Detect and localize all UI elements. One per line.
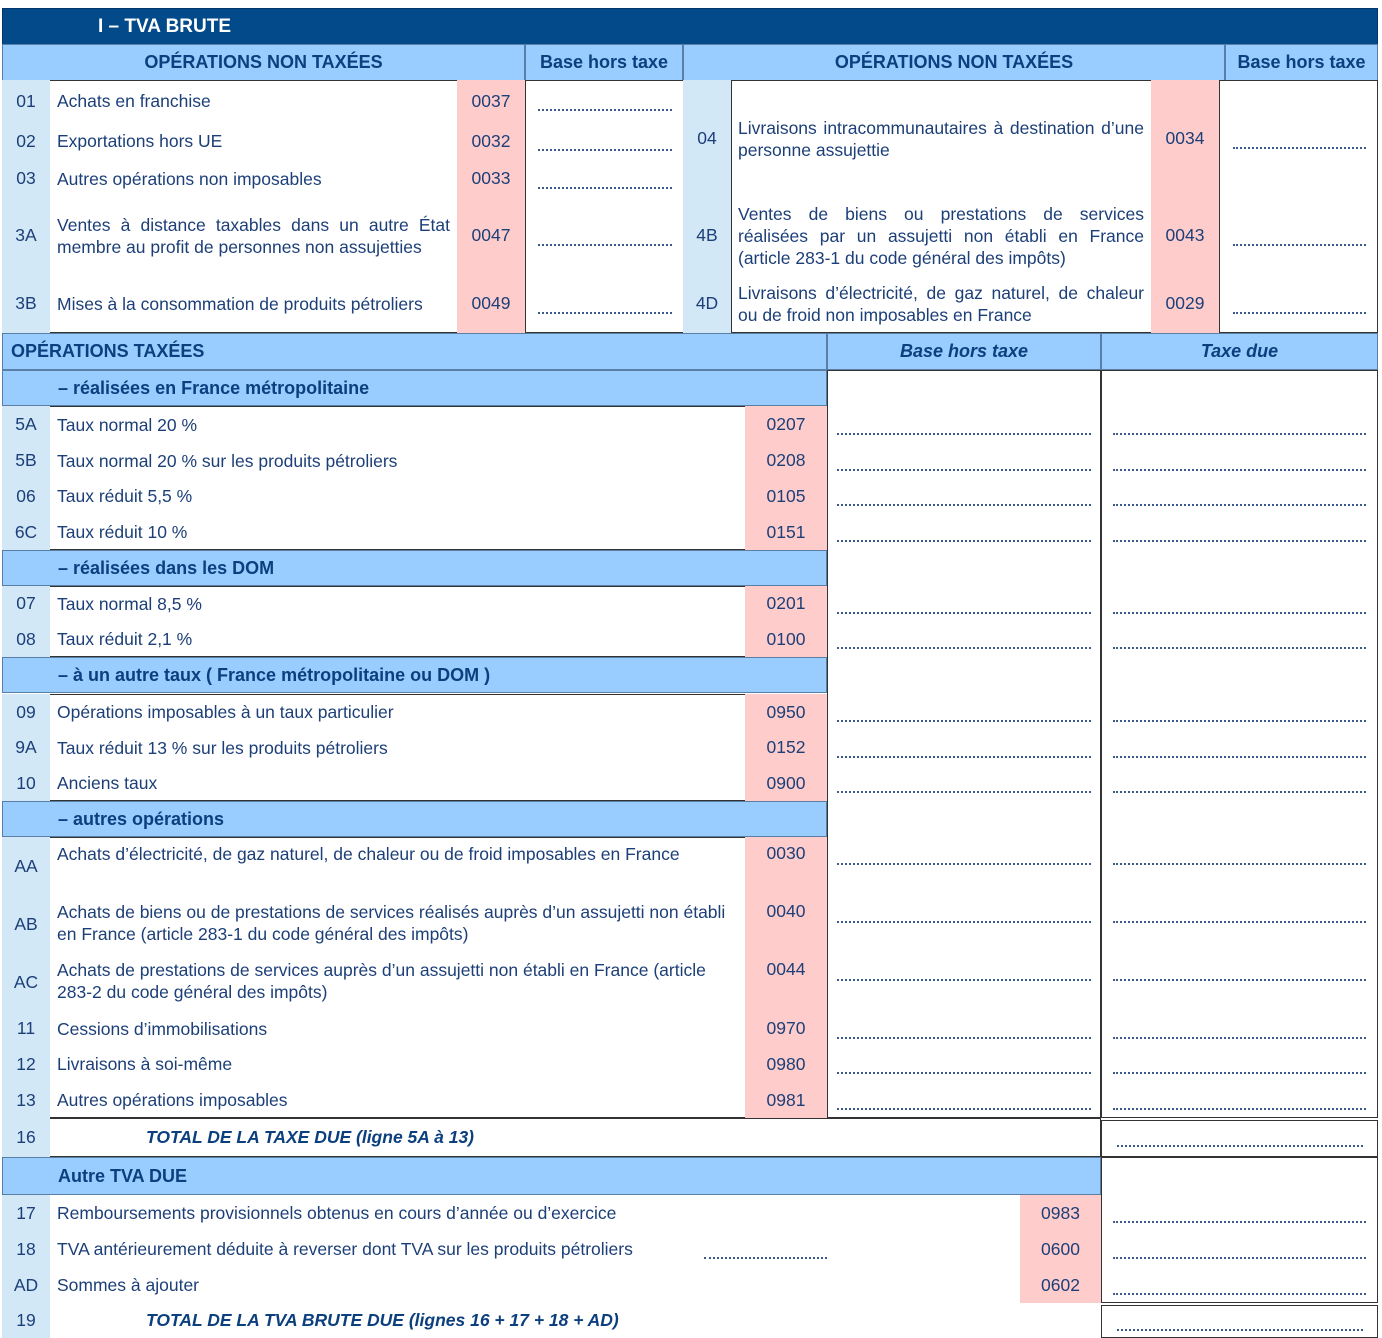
header-operations-taxees: OPÉRATIONS TAXÉES — [2, 333, 827, 370]
total-16-cell — [1101, 1120, 1378, 1157]
line-code: 5A — [2, 406, 50, 443]
header-base-left: Base hors taxe — [525, 44, 683, 81]
subsection-header: – autres opérations — [2, 801, 827, 837]
amount-input[interactable] — [837, 1108, 1091, 1110]
amount-input[interactable] — [837, 469, 1091, 471]
line-label: Livraisons d’électricité, de gaz naturel, de chaleur ou de froid non imposables en France — [738, 282, 1144, 325]
amount-input[interactable] — [1113, 647, 1366, 649]
box-code: 0201 — [745, 586, 827, 621]
line-label: Taux réduit 5,5 % — [57, 486, 193, 506]
line-label: Ventes à distance taxables dans un autre État membre au profit de personnes non assujetties — [57, 214, 450, 257]
total-label: TOTAL DE LA TVA BRUTE DUE (lignes 16 + 17 + 18 + AD) — [146, 1310, 619, 1330]
line-label: Exportations hors UE — [57, 131, 223, 151]
subsection-header: – réalisées dans les DOM — [2, 550, 827, 586]
line-code: 5B — [2, 443, 50, 478]
section-title: I – TVA BRUTE — [2, 8, 1378, 45]
amount-input[interactable] — [1233, 147, 1366, 149]
box-code: 0049 — [457, 274, 525, 333]
line-label: Taux réduit 13 % sur les produits pétroliers — [57, 737, 388, 758]
amount-input[interactable] — [1233, 244, 1366, 246]
amount-input[interactable] — [1117, 1145, 1363, 1147]
amount-input[interactable] — [538, 149, 672, 151]
box-code: 0100 — [745, 621, 827, 657]
amount-input[interactable] — [837, 647, 1091, 649]
line-code: 04 — [683, 80, 731, 197]
box-code: 0950 — [745, 694, 827, 730]
line-label: Autres opérations imposables — [57, 1090, 288, 1110]
header-autre-tva-due: Autre TVA DUE — [2, 1157, 1101, 1195]
line-code: 4D — [683, 274, 731, 333]
box-code: 0030 — [745, 837, 827, 895]
box-code: 0208 — [745, 443, 827, 478]
header-taxe-due: Taxe due — [1101, 333, 1378, 370]
line-code: 03 — [2, 160, 50, 197]
line-code: 01 — [2, 80, 50, 122]
line-label: Taux normal 8,5 % — [57, 593, 202, 614]
box-code: 0037 — [457, 80, 525, 122]
amount-input[interactable] — [1117, 1329, 1363, 1331]
line-code: 9A — [2, 730, 50, 765]
box-code: 0981 — [745, 1082, 827, 1118]
box-code: 0047 — [457, 197, 525, 274]
divider — [1219, 80, 1220, 333]
amount-input[interactable] — [1113, 504, 1366, 506]
line-code: 3B — [2, 274, 50, 333]
line-label: Achats d’électricité, de gaz naturel, de chaleur ou de froid imposables en France — [57, 844, 680, 864]
amount-input[interactable] — [837, 791, 1091, 793]
amount-input[interactable] — [1113, 1221, 1366, 1223]
amount-input[interactable] — [1113, 1108, 1366, 1110]
line-label: Sommes à ajouter — [57, 1275, 200, 1295]
autre-taxe-column — [1101, 1157, 1378, 1303]
amount-input[interactable] — [1113, 1257, 1366, 1259]
line-label: TVA antérieurement déduite à reverser dont TVA sur les produits pétroliers — [57, 1239, 633, 1259]
amount-input[interactable] — [538, 187, 672, 189]
line-label: Taux réduit 10 % — [57, 522, 188, 542]
line-label: Mises à la consommation de produits pétroliers — [57, 293, 423, 314]
taxe-column — [1101, 370, 1378, 1118]
box-code: 0043 — [1151, 197, 1219, 274]
header-non-taxees-right: OPÉRATIONS NON TAXÉES — [683, 44, 1225, 81]
divider — [525, 80, 526, 333]
line-label: Autres opérations non imposables — [57, 168, 322, 189]
line-code: AB — [2, 895, 50, 953]
line-code: 09 — [2, 694, 50, 730]
amount-input[interactable] — [1233, 312, 1366, 314]
box-code: 0034 — [1151, 80, 1219, 197]
line-code: 07 — [2, 586, 50, 621]
amount-input[interactable] — [1113, 979, 1366, 981]
line-code: AD — [2, 1267, 50, 1303]
line-code: 12 — [2, 1046, 50, 1082]
line-label: Achats de prestations de services auprès d’un assujetti non établi en France (article 283-2 du code général des impôts) — [57, 960, 706, 1002]
line-label: Anciens taux — [57, 773, 158, 793]
line-code: 17 — [2, 1195, 50, 1231]
box-code: 0151 — [745, 514, 827, 550]
amount-input[interactable] — [1113, 791, 1366, 793]
line-label: Taux réduit 2,1 % — [57, 629, 193, 649]
box-code: 0152 — [745, 730, 827, 765]
amount-input[interactable] — [837, 433, 1091, 435]
line-code: 6C — [2, 514, 50, 550]
line-label: Livraisons intracommunautaires à destination d’une personne assujettie — [738, 117, 1144, 160]
line-code: 16 — [2, 1118, 50, 1157]
amount-input[interactable] — [1113, 1037, 1366, 1039]
amount-input[interactable] — [1113, 540, 1366, 542]
subsection-header: – réalisées en France métropolitaine — [2, 370, 827, 406]
box-code: 0032 — [457, 122, 525, 160]
line-label: Achats en franchise — [57, 91, 211, 111]
line-code: 11 — [2, 1011, 50, 1046]
amount-input[interactable] — [1113, 1293, 1366, 1295]
line-label: Cessions d’immobilisations — [57, 1018, 268, 1039]
amount-input[interactable] — [1113, 756, 1366, 758]
line-label: Taux normal 20 % — [57, 414, 198, 435]
box-code: 0044 — [745, 953, 827, 1011]
box-code: 0105 — [745, 478, 827, 514]
box-code: 0983 — [1020, 1195, 1101, 1231]
total-19-cell — [1101, 1305, 1378, 1338]
amount-input[interactable] — [837, 540, 1091, 542]
line-code: AA — [2, 837, 50, 895]
box-code: 0207 — [745, 406, 827, 443]
line-code: 13 — [2, 1082, 50, 1118]
amount-input[interactable] — [1113, 612, 1366, 614]
amount-input[interactable] — [538, 312, 672, 314]
amount-input[interactable] — [1113, 720, 1366, 722]
box-code: 0900 — [745, 765, 827, 801]
box-code: 0970 — [745, 1011, 827, 1046]
line-label: Livraisons à soi-même — [57, 1054, 233, 1074]
line-code: 10 — [2, 765, 50, 801]
header-base-right: Base hors taxe — [1225, 44, 1378, 81]
amount-input[interactable] — [837, 979, 1091, 981]
header-non-taxees-left: OPÉRATIONS NON TAXÉES — [2, 44, 525, 81]
line-label: Opérations imposables à un taux particulier — [57, 702, 394, 722]
line-label: Remboursements provisionnels obtenus en cours d’année ou d’exercice — [57, 1203, 617, 1223]
amount-input[interactable] — [837, 921, 1091, 923]
amount-input[interactable] — [538, 109, 672, 111]
box-code: 0033 — [457, 160, 525, 197]
base-column — [827, 370, 1101, 1118]
box-code: 0029 — [1151, 274, 1219, 333]
total-label: TOTAL DE LA TAXE DUE (ligne 5A à 13) — [146, 1127, 475, 1147]
box-code: 0980 — [745, 1046, 827, 1082]
box-code: 0602 — [1020, 1267, 1101, 1303]
leader-dots[interactable] — [704, 1257, 827, 1259]
amount-input[interactable] — [837, 612, 1091, 614]
line-code: 4B — [683, 197, 731, 274]
amount-input[interactable] — [837, 863, 1091, 865]
header-base-hors-taxe: Base hors taxe — [827, 333, 1101, 370]
line-code: 18 — [2, 1231, 50, 1267]
amount-input[interactable] — [837, 720, 1091, 722]
line-code: AC — [2, 953, 50, 1011]
amount-input[interactable] — [538, 244, 672, 246]
line-code: 08 — [2, 621, 50, 657]
amount-input[interactable] — [837, 1072, 1091, 1074]
amount-input[interactable] — [1113, 1072, 1366, 1074]
line-label: Taux normal 20 % sur les produits pétroliers — [57, 450, 398, 471]
amount-input[interactable] — [837, 1037, 1091, 1039]
line-code: 3A — [2, 197, 50, 274]
box-code: 0600 — [1020, 1231, 1101, 1267]
amount-input[interactable] — [1113, 433, 1366, 435]
line-label: Achats de biens ou de prestations de services réalisés auprès d’un assujetti non établi en France (article 283-1 du code général des impôts) — [57, 902, 726, 944]
line-code: 02 — [2, 122, 50, 160]
amount-input[interactable] — [837, 756, 1091, 758]
amount-input[interactable] — [1113, 863, 1366, 865]
amount-input[interactable] — [1113, 921, 1366, 923]
subsection-header: – à un autre taux ( France métropolitaine ou DOM ) — [2, 657, 827, 693]
amount-input[interactable] — [1113, 469, 1366, 471]
line-code: 06 — [2, 478, 50, 514]
line-label: Ventes de biens ou prestations de services réalisées par un assujetti non établi en France (article 283-1 du code général des impôts) — [738, 203, 1144, 268]
box-code: 0040 — [745, 895, 827, 953]
line-code: 19 — [2, 1303, 50, 1338]
amount-input[interactable] — [837, 504, 1091, 506]
